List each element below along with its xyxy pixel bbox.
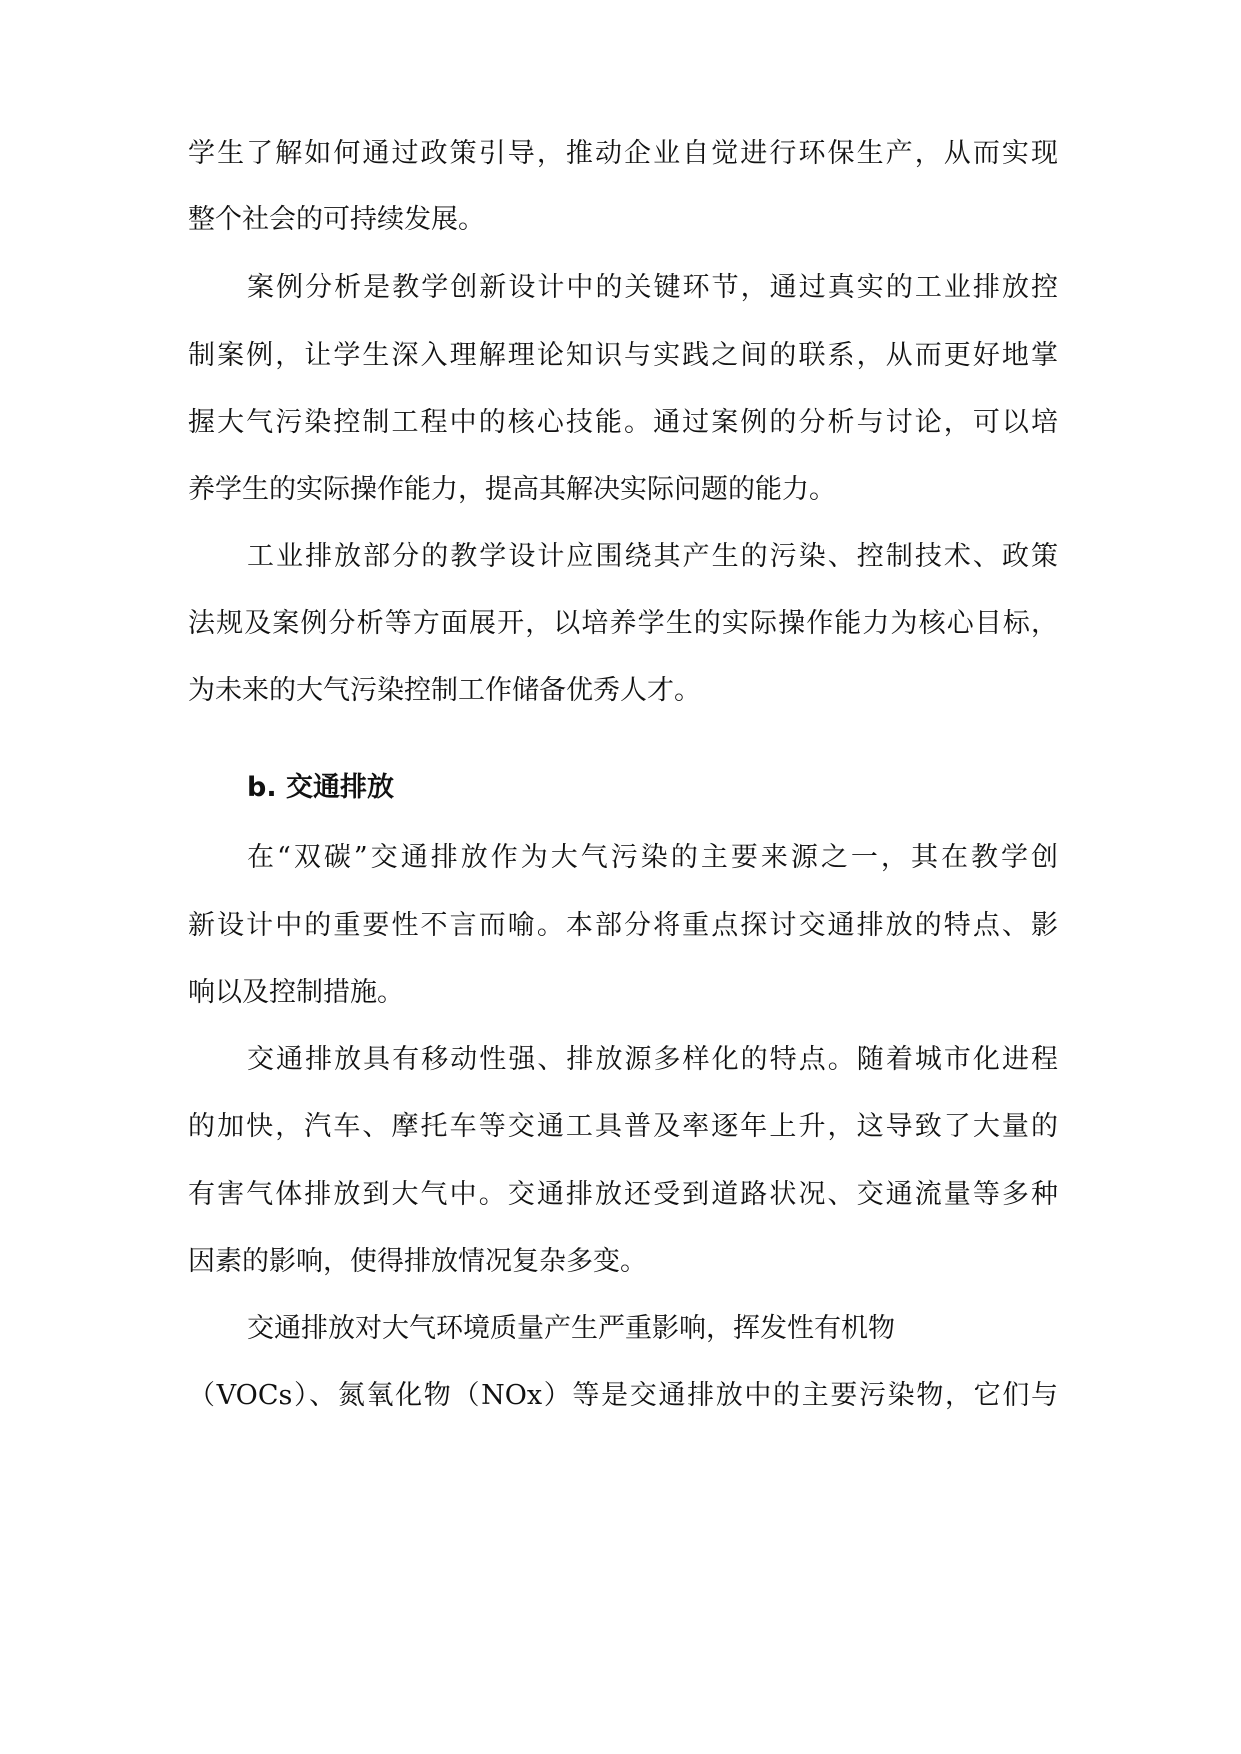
paragraph-4-line-2: 新设计中的重要性不言而喻。本部分将重点探讨交通排放的特点、影 (188, 910, 1058, 941)
paragraph-1-line-2: 整个社会的可持续发展。 (188, 204, 485, 235)
paragraph-3-line-2: 法规及案例分析等方面展开，以培养学生的实际操作能力为核心目标， (188, 608, 1058, 639)
paragraph-3-line-1: 工业排放部分的教学设计应围绕其产生的污染、控制技术、政策 (247, 541, 1058, 572)
paragraph-2-line-4: 养学生的实际操作能力，提高其解决实际问题的能力。 (188, 474, 836, 505)
paragraph-2-line-2: 制案例，让学生深入理解理论知识与实践之间的联系，从而更好地掌 (188, 340, 1058, 371)
paragraph-4-line-1: 在“双碳”交通排放作为大气污染的主要来源之一，其在教学创 (247, 842, 1058, 873)
paragraph-6-line-2: （VOCs）、氮氧化物（NOx）等是交通排放中的主要污染物，它们与 (188, 1380, 1058, 1411)
section-heading: b. 交通排放 (247, 772, 394, 803)
paragraph-6-line-1: 交通排放对大气环境质量产生严重影响，挥发性有机物 (247, 1313, 895, 1344)
paragraph-4-line-3: 响以及控制措施。 (188, 977, 404, 1008)
paragraph-1-line-1: 学生了解如何通过政策引导，推动企业自觉进行环保生产，从而实现 (188, 138, 1058, 169)
paragraph-2-line-1: 案例分析是教学创新设计中的关键环节，通过真实的工业排放控 (247, 272, 1058, 303)
paragraph-5-line-2: 的加快，汽车、摩托车等交通工具普及率逐年上升，这导致了大量的 (188, 1111, 1058, 1142)
paragraph-5-line-4: 因素的影响，使得排放情况复杂多变。 (188, 1246, 647, 1277)
paragraph-5-line-3: 有害气体排放到大气中。交通排放还受到道路状况、交通流量等多种 (188, 1179, 1058, 1210)
paragraph-3-line-3: 为未来的大气污染控制工作储备优秀人才。 (188, 675, 701, 706)
paragraph-2-line-3: 握大气污染控制工程中的核心技能。通过案例的分析与讨论，可以培 (188, 407, 1058, 438)
paragraph-5-line-1: 交通排放具有移动性强、排放源多样化的特点。随着城市化进程 (247, 1044, 1058, 1075)
